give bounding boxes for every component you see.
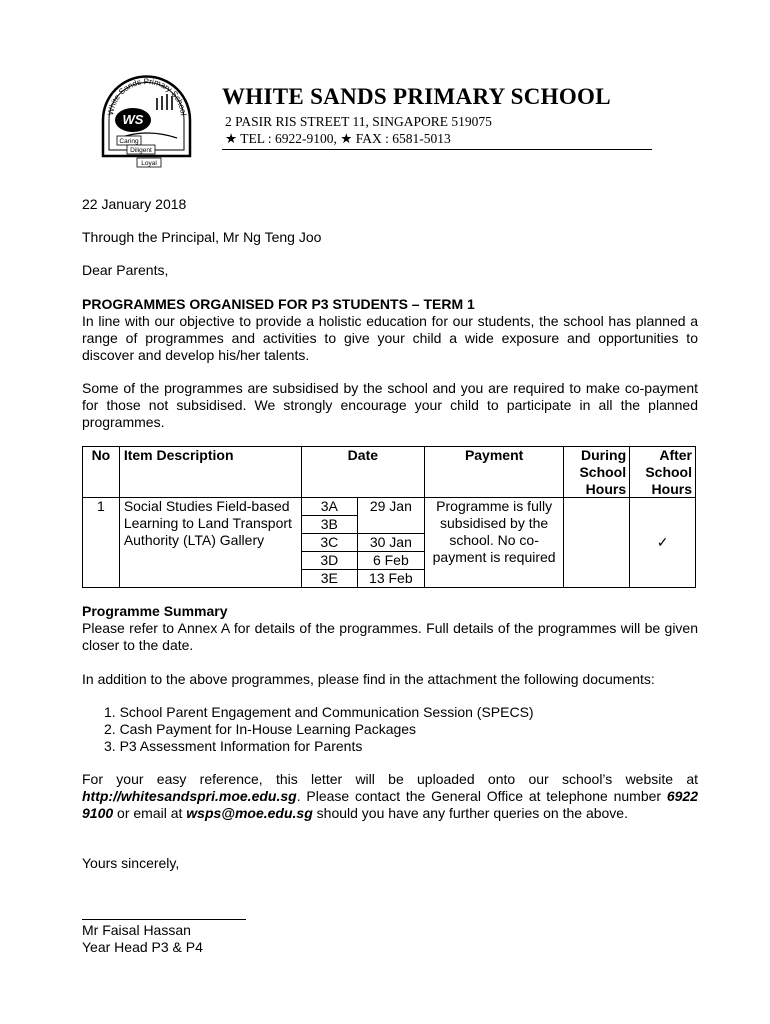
logo-value-loyal: Loyal — [141, 160, 157, 167]
table-row — [83, 498, 696, 588]
class-3e: 3E — [302, 570, 358, 588]
email-link[interactable]: wsps@moe.edu.sg — [186, 804, 313, 821]
row-payment: Programme is fully subsidised by the school. No co-payment is required — [424, 498, 563, 588]
subject-heading: PROGRAMMES ORGANISED FOR P3 STUDENTS – TERM 1 — [82, 296, 475, 312]
row-after — [630, 498, 696, 588]
attachment-list — [104, 704, 534, 754]
header-date: Date — [301, 447, 424, 498]
header-after: After School Hours — [630, 447, 696, 498]
logo-value-caring: Caring — [119, 138, 139, 145]
programme-table — [82, 446, 696, 588]
fax-label: FAX : 6581-5013 — [355, 131, 451, 146]
contact-line — [225, 130, 492, 147]
date-30-jan: 30 Jan — [357, 534, 424, 552]
school-logo — [99, 60, 194, 172]
attachment-intro: In addition to the above programmes, please find in the attachment the following documents: — [82, 671, 655, 687]
school-name: WHITE SANDS PRIMARY SCHOOL — [222, 84, 611, 109]
letter-date: 22 January 2018 — [82, 196, 187, 212]
class-3b: 3B — [302, 516, 358, 534]
signer-title: Year Head P3 & P4 — [82, 939, 203, 955]
checkmark-icon: ✓ — [656, 534, 669, 551]
header-payment: Payment — [424, 447, 563, 498]
copayment-paragraph: Some of the programmes are subsidised by the school and you are required to make co-payment for those not subsidised. We strongly encourage your child to participate in all the planned programmes. — [82, 380, 698, 430]
svg-text:White Sands Primary School — [106, 77, 188, 116]
table-header-row — [83, 447, 696, 498]
star-icon: ★ — [340, 131, 353, 146]
header-no: No — [83, 447, 120, 498]
class-3d: 3D — [302, 552, 358, 570]
school-address-block — [225, 113, 492, 147]
header-item: Item Description — [119, 447, 301, 498]
salutation: Dear Parents, — [82, 262, 169, 278]
star-icon: ★ — [225, 131, 238, 146]
phone-number: 6922 9100 — [82, 787, 698, 821]
row-item: Social Studies Field-based Learning to Land Transport Authority (LTA) Gallery — [119, 498, 301, 588]
date-6-feb: 6 Feb — [357, 552, 424, 570]
row-no: 1 — [83, 498, 120, 588]
signer-name: Mr Faisal Hassan — [82, 922, 191, 938]
intro-paragraph: In line with our objective to provide a holistic education for our students, the school has planned a range of programmes and activities to give your child a wide exposure and opportunities to discover and develop his/her talents. — [82, 313, 698, 363]
logo-arc-text: White Sands Primary School — [105, 76, 188, 117]
tel-label: TEL : 6922-9100, — [240, 131, 337, 146]
date-29-jan: 29 Jan — [357, 498, 424, 534]
logo-initials: WS — [122, 112, 144, 127]
summary-heading: Programme Summary — [82, 603, 228, 619]
date-13-feb: 13 Feb — [357, 570, 424, 588]
through-line: Through the Principal, Mr Ng Teng Joo — [82, 229, 322, 245]
date-subtable — [302, 498, 424, 587]
list-item: 2. Cash Payment for In-House Learning Packages — [104, 720, 417, 737]
signature-line — [82, 919, 246, 920]
class-3a: 3A — [302, 498, 358, 516]
row-during — [564, 498, 630, 588]
summary-text: Please refer to Annex A for details of the programmes. Full details of the programmes will be given closer to the date. — [82, 620, 698, 653]
class-3c: 3C — [302, 534, 358, 552]
list-item: 3. P3 Assessment Information for Parents — [104, 737, 363, 754]
contact-paragraph: For your easy reference, this letter will be uploaded onto our school’s website at http://whitesandspri.moe.edu.sg. Please contact the General Office at telephone number 6922 9100 or email at wsps@moe.edu.sg should you have any further queries on the above. — [82, 771, 698, 821]
website-link[interactable]: http://whitesandspri.moe.edu.sg — [82, 787, 297, 804]
logo-value-diligent: Diligent — [130, 147, 152, 154]
header-during: During School Hours — [564, 447, 630, 498]
letterhead-divider — [222, 149, 652, 150]
row-dates — [301, 498, 424, 588]
closing: Yours sincerely, — [82, 855, 180, 871]
list-item: 1. School Parent Engagement and Communication Session (SPECS) — [104, 704, 534, 720]
school-address: 2 PASIR RIS STREET 11, SINGAPORE 519075 — [225, 114, 492, 129]
